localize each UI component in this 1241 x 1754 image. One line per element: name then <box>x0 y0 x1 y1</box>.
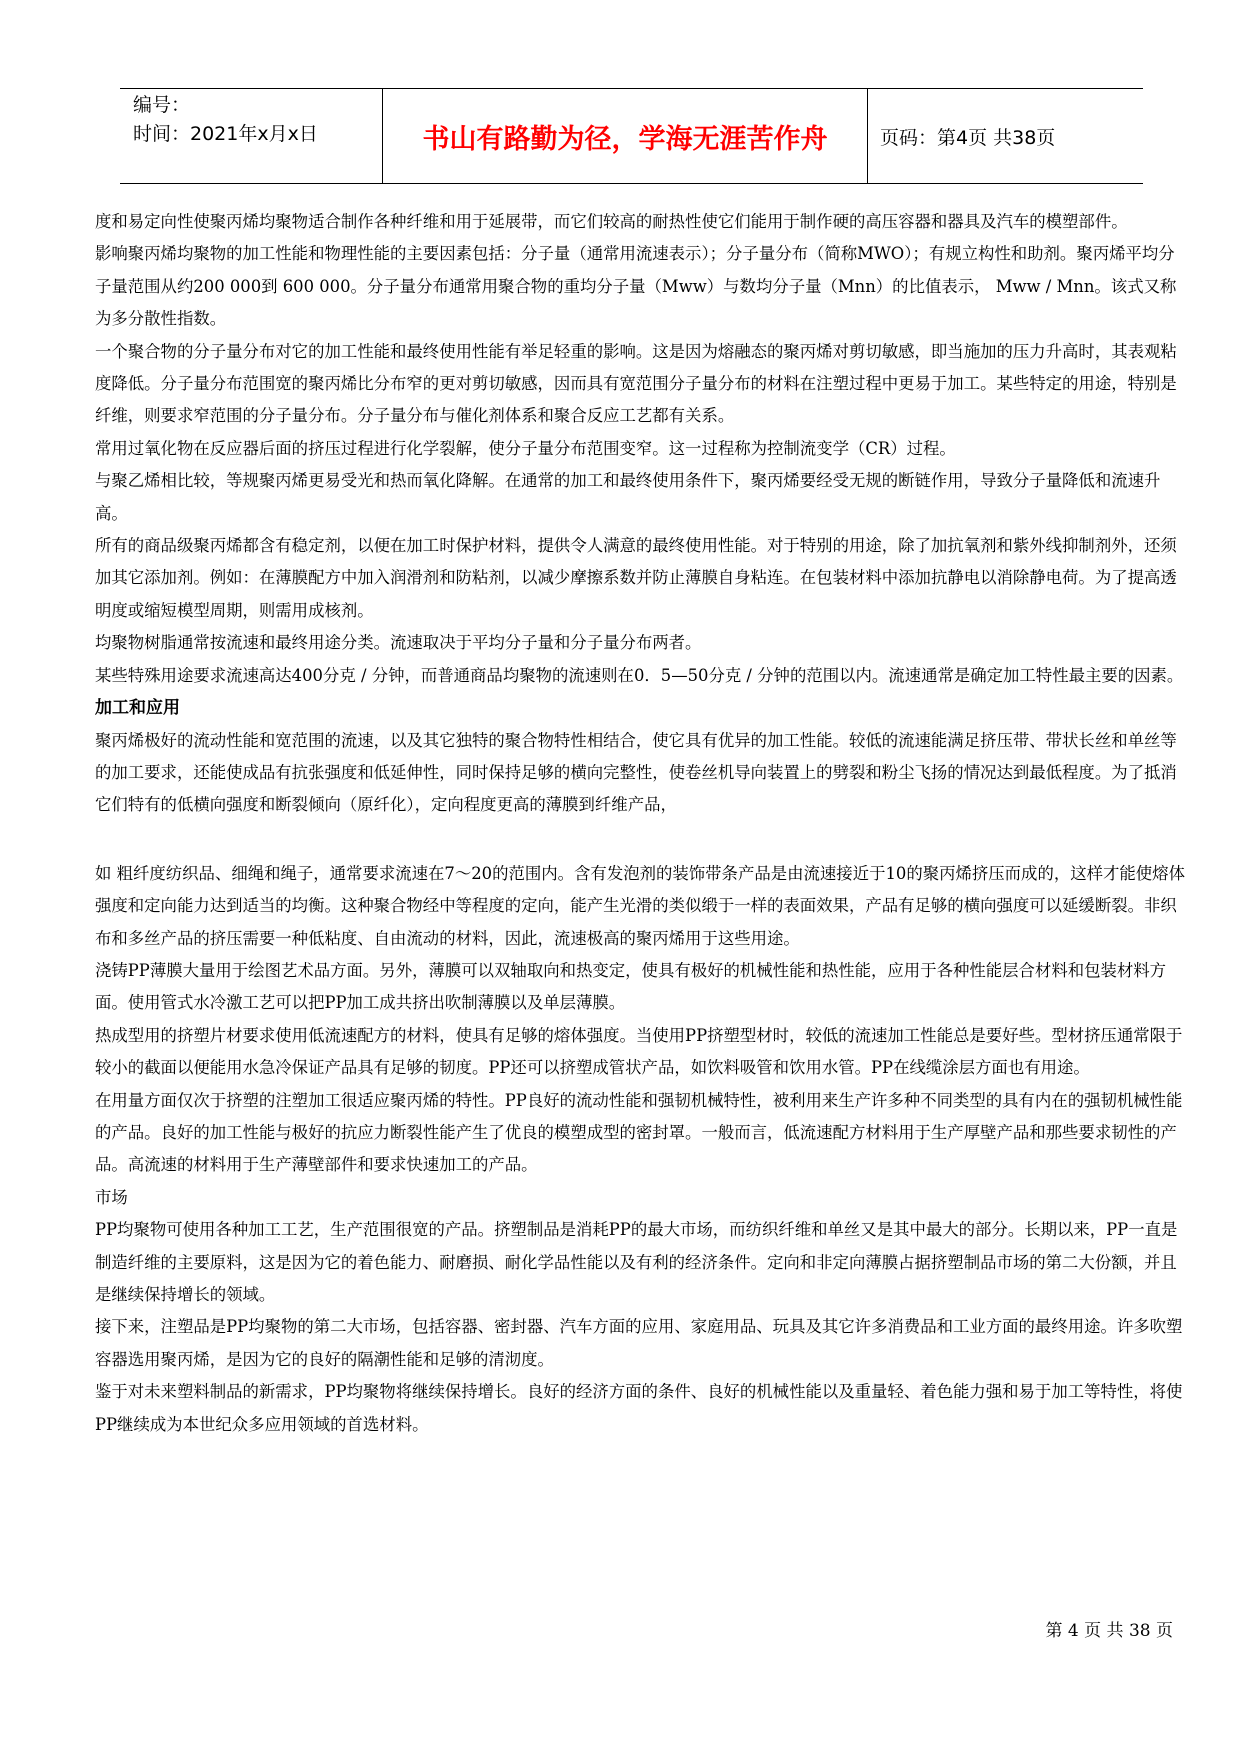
header-meta <box>120 89 382 183</box>
section-heading: 加工和应用 <box>95 698 180 719</box>
paragraph: 影响聚丙烯均聚物的加工性能和物理性能的主要因素包括：分子量（通常用流速表示）；分子量分布（简称MWO）；有规立构性和助剂。聚丙烯平均分子量范围从约200 000到 600 000。分子量分布通常用聚合物的重均分子量（Mww）与数均分子量（Mnn）的比值表示， Mww / Mnn。该式又称为多分散性指数。 <box>95 244 1177 329</box>
paragraph: 如 粗纤度纺织品、细绳和绳子，通常要求流速在7～20的范围内。含有发泡剂的装饰带条产品是由流速接近于10的聚丙烯挤压而成的，这样才能使熔体强度和定向能力达到适当的均衡。这种聚合物经中等程度的定向，能产生光滑的类似缎于一样的表面效果，产品有足够的横向强度可以延缓断裂。非织布和多丝产品的挤压需要一种低粘度、自由流动的材料，因此，流速极高的聚丙烯用于这些用途。 <box>95 863 1185 948</box>
paragraph: 热成型用的挤塑片材要求使用低流速配方的材料，使具有足够的熔体强度。当使用PP挤塑型材时，较低的流速加工性能总是要好些。型材挤压通常限于较小的截面以便能用水急冷保证产品具有足够的韧度。PP还可以挤塑成管状产品，如饮料吸管和饮用水管。PP在线缆涂层方面也有用途。 <box>95 1025 1183 1078</box>
paragraph: 在用量方面仅次于挤塑的注塑加工很适应聚丙烯的特性。PP良好的流动性能和强韧机械特性，被利用来生产许多种不同类型的具有内在的强韧机械性能的产品。良好的加工性能与极好的抗应力断裂性能产生了优良的模塑成型的密封罩。一般而言，低流速配方材料用于生产厚壁产品和那些要求韧性的产品。高流速的材料用于生产薄壁部件和要求快速加工的产品。 <box>95 1090 1183 1175</box>
header-motto: 书山有路勤为径，学海无涯苦作舟 <box>382 89 868 183</box>
paragraph-gap <box>95 822 1185 858</box>
document-number-label: 编号： <box>133 94 191 116</box>
document-body <box>95 206 1185 1441</box>
paragraph: 所有的商品级聚丙烯都含有稳定剂，以便在加工时保护材料，提供令人满意的最终使用性能。对于特别的用途，除了加抗氧剂和紫外线抑制剂外，还须加其它添加剂。例如：在薄膜配方中加入润滑剂和防粘剂，以减少摩擦系数并防止薄膜自身粘连。在包装材料中添加抗静电以消除静电荷。为了提高透明度或缩短模型周期，则需用成核剂。 <box>95 536 1177 620</box>
paragraph: 鉴于对未来塑料制品的新需求，PP均聚物将继续保持增长。良好的经济方面的条件、良好的机械性能以及重量轻、着色能力强和易于加工等特性，将使PP继续成为本世纪众多应用领域的首选材料。 <box>95 1382 1183 1434</box>
paragraph: 接下来，注塑品是PP均聚物的第二大市场，包括容器、密封器、汽车方面的应用、家庭用品、玩具及其它许多消费品和工业方面的最终用途。许多吹塑容器选用聚丙烯，是因为它的良好的隔潮性能和足够的清沏度。 <box>95 1317 1183 1369</box>
paragraph: 与聚乙烯相比较，等规聚丙烯更易受光和热而氧化降解。在通常的加工和最终使用条件下，聚丙烯要经受无规的断链作用，导致分子量降低和流速升高。 <box>95 471 1161 523</box>
subheading-market: 市场 <box>95 1187 128 1207</box>
page-header <box>120 88 1143 184</box>
paragraph: 浇铸PP薄膜大量用于绘图艺术品方面。另外，薄膜可以双轴取向和热变定，使具有极好的机械性能和热性能，应用于各种性能层合材料和包装材料方面。使用管式水冷激工艺可以把PP加工成共挤出吹制薄膜以及单层薄膜。 <box>95 960 1167 1013</box>
paragraph: 均聚物树脂通常按流速和最终用途分类。流速取决于平均分子量和分子量分布两者。 <box>95 633 702 653</box>
paragraph: 某些特殊用途要求流速高达400分克 / 分钟，而普通商品均聚物的流速则在0．5—50分克 / 分钟的范围以内。流速通常是确定加工特性最主要的因素。 <box>95 665 1184 685</box>
paragraph: 聚丙烯极好的流动性能和宽范围的流速，以及其它独特的聚合物特性相结合，使它具有优异的加工性能。较低的流速能满足挤压带、带状长丝和单丝等的加工要求，还能使成品有抗张强度和低延伸性，同时保持足够的横向完整性，使卷丝机导向装置上的劈裂和粉尘飞扬的情况达到最低程度。为了抵消它们特有的低横向强度和断裂倾向（原纤化），定向程度更高的薄膜到纤维产品， <box>95 730 1177 815</box>
page-footer: 第 4 页 共 38 页 <box>1045 1621 1173 1641</box>
document-date-label: 时间：2021年x月x日 <box>133 123 318 145</box>
paragraph: 一个聚合物的分子量分布对它的加工性能和最终使用性能有举足轻重的影响。这是因为熔融态的聚丙烯对剪切敏感，即当施加的压力升高时，其表观粘度降低。分子量分布范围宽的聚丙烯比分布窄的更对剪切敏感，因而具有宽范围分子量分布的材料在注塑过程中更易于加工。某些特定的用途，特别是纤维，则要求窄范围的分子量分布。分子量分布与催化剂体系和聚合反应工艺都有关系。 <box>95 341 1177 426</box>
paragraph: PP均聚物可使用各种加工工艺，生产范围很宽的产品。挤塑制品是消耗PP的最大市场，而纺织纤维和单丝又是其中最大的部分。长期以来，PP一直是制造纤维的主要原料，这是因为它的着色能力、耐磨损、耐化学品性能以及有利的经济条件。定向和非定向薄膜占据挤塑制品市场的第二大份额，并且是继续保持增长的领域。 <box>95 1220 1178 1304</box>
paragraph: 度和易定向性使聚丙烯均聚物适合制作各种纤维和用于延展带，而它们较高的耐热性使它们能用于制作硬的高压容器和器具及汽车的模塑部件。 <box>95 212 1128 231</box>
paragraph: 常用过氧化物在反应器后面的挤压过程进行化学裂解，使分子量分布范围变窄。这一过程称为控制流变学（CR）过程。 <box>95 438 956 458</box>
header-page-number: 页码：第4页 共38页 <box>880 126 1056 149</box>
